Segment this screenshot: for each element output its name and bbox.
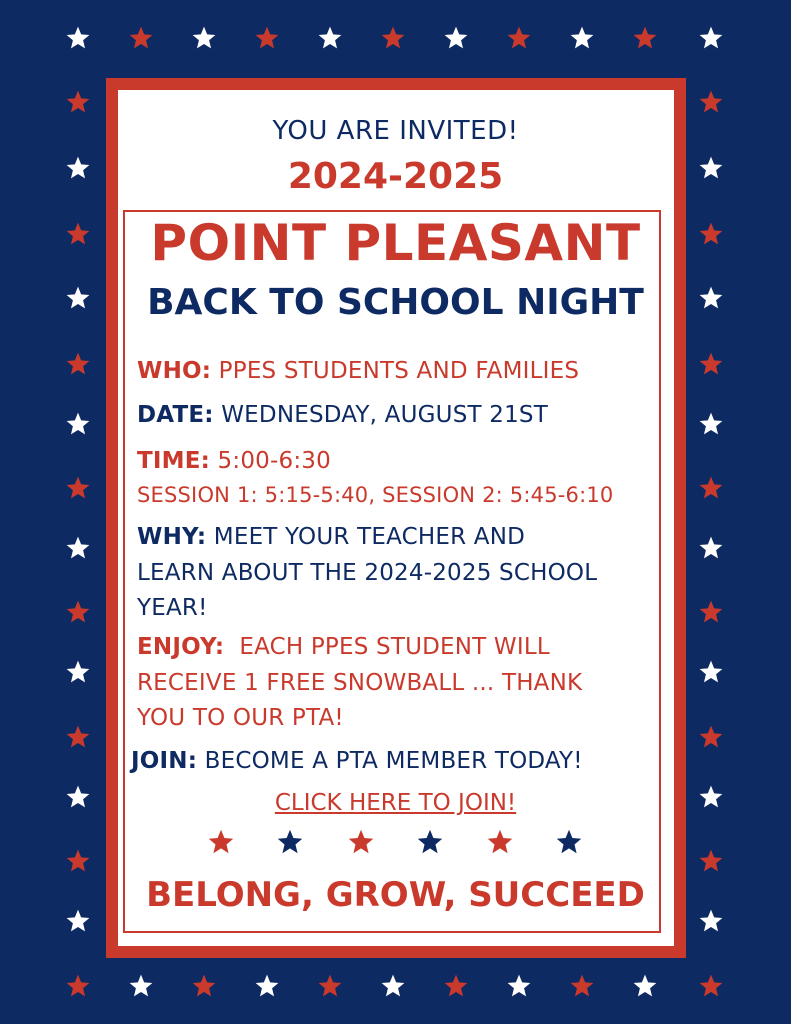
star-icon [65, 724, 91, 750]
star-icon [698, 89, 724, 115]
star-icon [191, 25, 217, 51]
star-icon [65, 351, 91, 377]
star-icon [65, 411, 91, 437]
join-value: BECOME A PTA MEMBER TODAY! [197, 748, 583, 774]
star-icon [698, 973, 724, 999]
star-icon [65, 25, 91, 51]
star-icon [698, 724, 724, 750]
star-icon [569, 25, 595, 51]
star-icon [347, 828, 375, 856]
star-icon [443, 25, 469, 51]
star-icon [65, 973, 91, 999]
sessions-line: SESSION 1: 5:15-5:40, SESSION 2: 5:45-6:10 [137, 483, 614, 507]
enjoy-line-1 [137, 634, 550, 660]
time-value: 5:00-6:30 [210, 448, 331, 474]
invite-text: YOU ARE INVITED! [272, 116, 519, 146]
star-icon [254, 973, 280, 999]
star-icon [317, 973, 343, 999]
star-icon [317, 25, 343, 51]
star-icon [698, 351, 724, 377]
motto: BELONG, GROW, SUCCEED [146, 875, 645, 915]
star-icon [443, 973, 469, 999]
who-line [137, 358, 579, 384]
star-icon [632, 973, 658, 999]
date-label: DATE: [137, 402, 214, 428]
join-label: JOIN: [131, 748, 198, 774]
star-icon [207, 828, 235, 856]
star-icon [698, 475, 724, 501]
star-icon [486, 828, 514, 856]
star-icon [254, 25, 280, 51]
star-icon [65, 475, 91, 501]
star-icon [506, 973, 532, 999]
why-line-1 [137, 524, 525, 550]
star-icon [276, 828, 304, 856]
school-year: 2024-2025 [287, 156, 504, 197]
event-title: BACK TO SCHOOL NIGHT [147, 282, 644, 323]
time-line [137, 448, 331, 474]
why-value-1: MEET YOUR TEACHER AND [206, 524, 526, 550]
join-line [131, 748, 583, 774]
star-icon [632, 25, 658, 51]
who-value: PPES STUDENTS AND FAMILIES [211, 358, 580, 384]
star-icon [128, 25, 154, 51]
star-icon [65, 89, 91, 115]
star-icon [698, 848, 724, 874]
star-icon [506, 25, 532, 51]
star-icon [65, 599, 91, 625]
star-icon [698, 599, 724, 625]
time-label: TIME: [137, 448, 211, 474]
star-icon [698, 535, 724, 561]
why-label: WHY: [137, 524, 207, 550]
who-label: WHO: [137, 358, 212, 384]
star-icon [698, 659, 724, 685]
star-icon [65, 535, 91, 561]
join-link[interactable]: CLICK HERE TO JOIN! [274, 790, 517, 816]
star-icon [128, 973, 154, 999]
why-line-2: LEARN ABOUT THE 2024-2025 SCHOOL [137, 560, 598, 586]
date-line [137, 402, 548, 428]
enjoy-line-3: YOU TO OUR PTA! [137, 705, 344, 731]
star-icon [65, 659, 91, 685]
star-icon [569, 973, 595, 999]
star-icon [698, 25, 724, 51]
enjoy-value-1: EACH PPES STUDENT WILL [224, 634, 550, 660]
star-icon [191, 973, 217, 999]
star-icon [380, 973, 406, 999]
star-icon [555, 828, 583, 856]
star-icon [416, 828, 444, 856]
star-icon [65, 848, 91, 874]
enjoy-line-2: RECEIVE 1 FREE SNOWBALL ... THANK [137, 670, 583, 696]
school-name: POINT PLEASANT [150, 214, 641, 272]
star-icon [698, 411, 724, 437]
enjoy-label: ENJOY: [137, 634, 225, 660]
why-line-3: YEAR! [137, 595, 208, 621]
date-value: WEDNESDAY, AUGUST 21ST [213, 402, 548, 428]
star-icon [380, 25, 406, 51]
